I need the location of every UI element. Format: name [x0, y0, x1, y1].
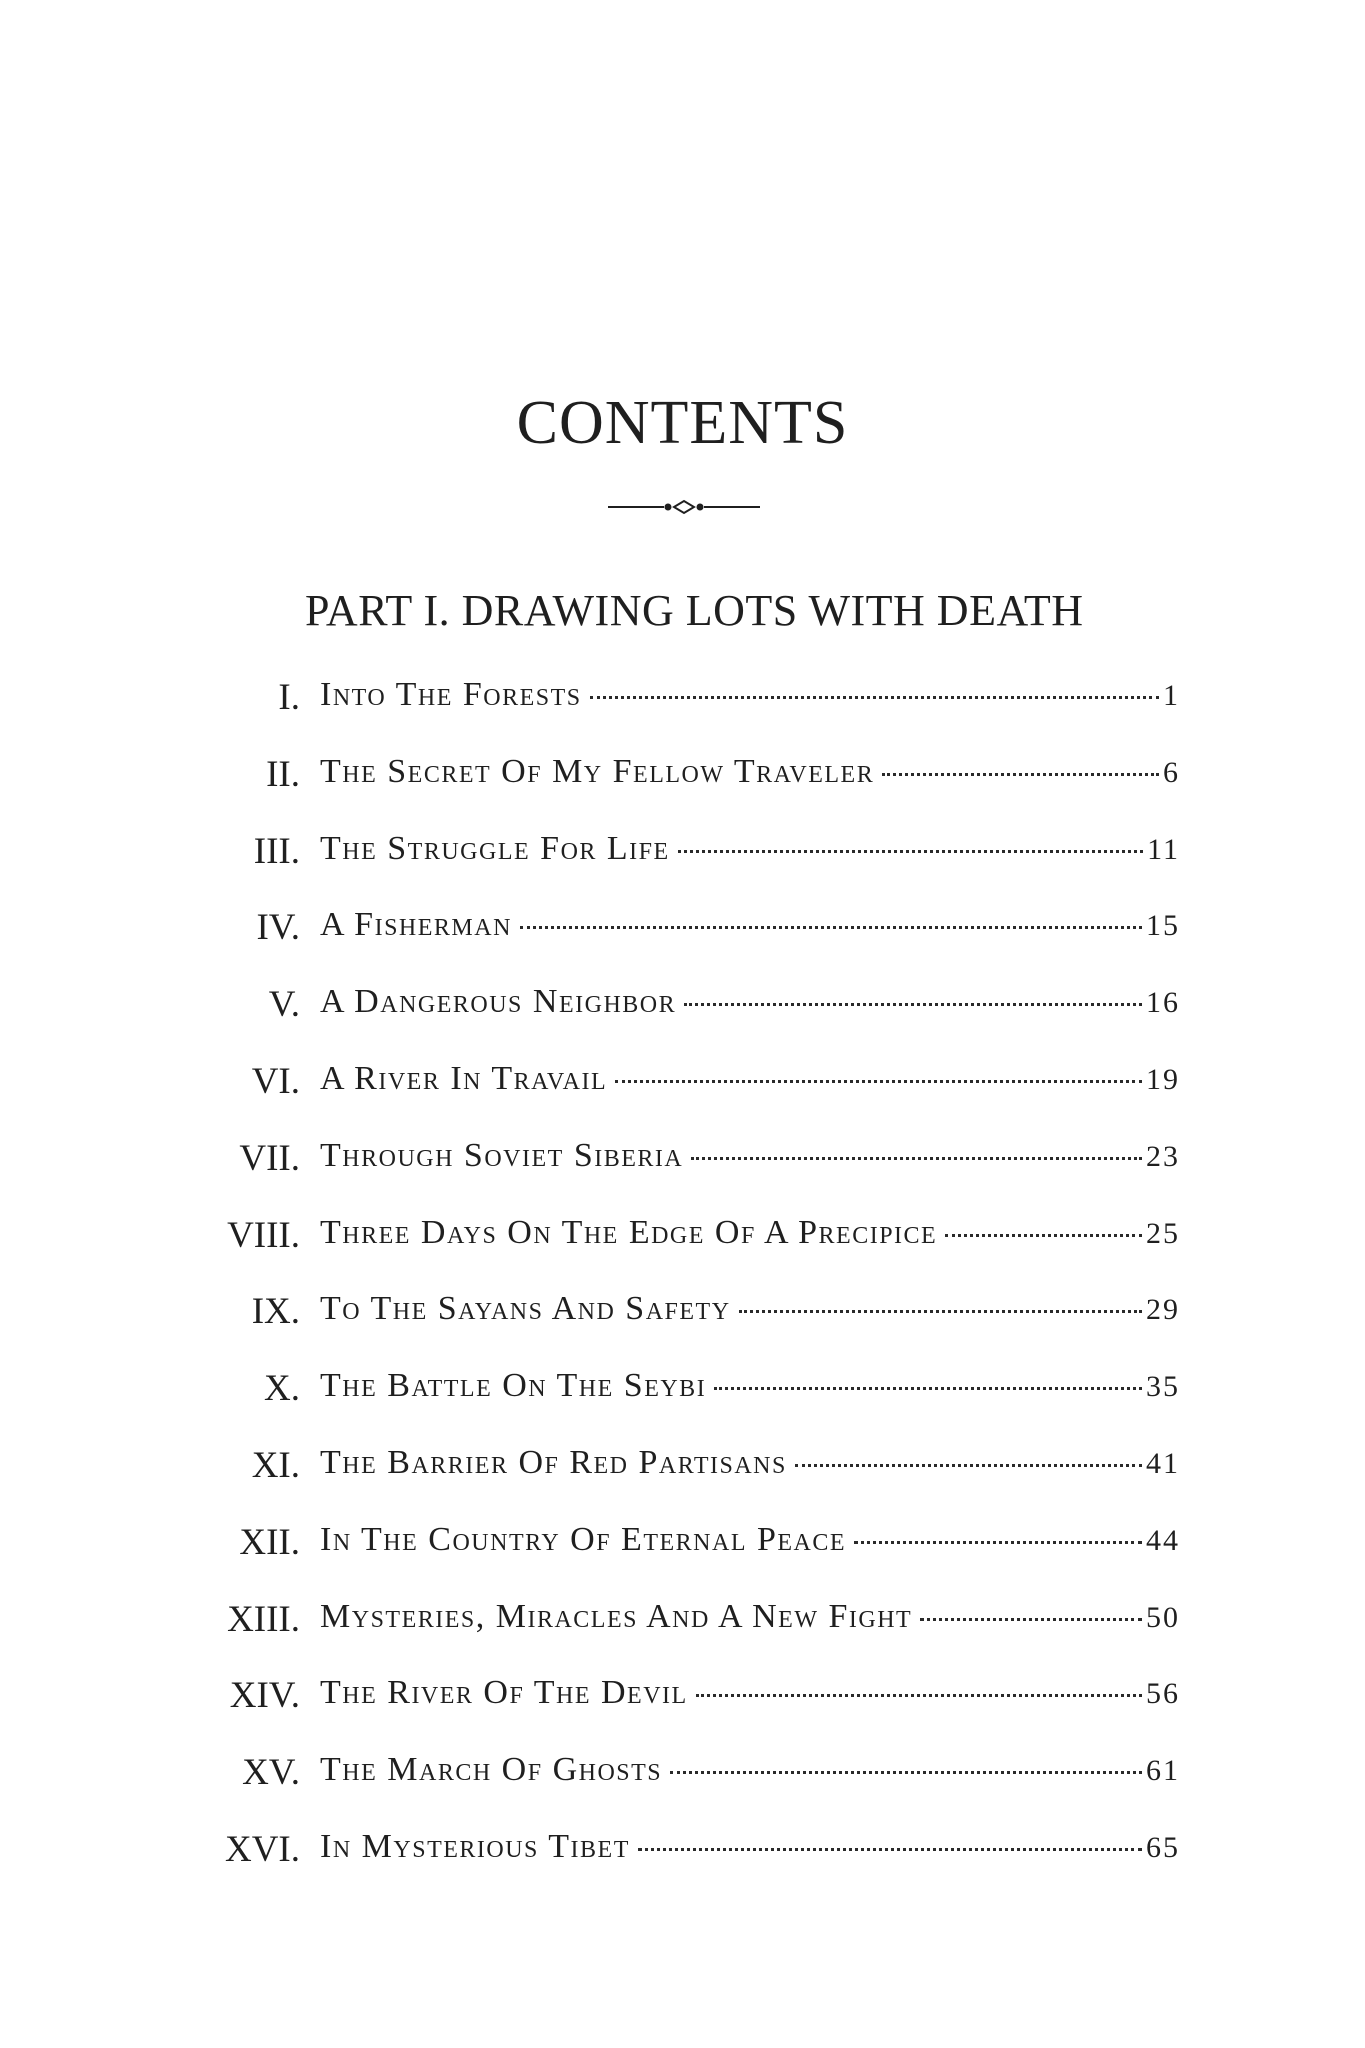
toc-entry[interactable]	[0, 1129, 1365, 1206]
page-number: 50	[1146, 1600, 1180, 1634]
toc-entry[interactable]	[0, 1820, 1365, 1897]
toc-entry[interactable]	[0, 1666, 1365, 1743]
dot-leader	[615, 1080, 1142, 1083]
dot-leader	[795, 1464, 1142, 1467]
page-number: 1	[1163, 679, 1180, 712]
page-number: 29	[1146, 1293, 1180, 1327]
toc-entry-line	[320, 676, 1180, 714]
chapter-title: To The Sayans And Safety	[320, 1290, 731, 1328]
toc-entry-line	[320, 1444, 1180, 1482]
toc-entry-line	[320, 753, 1180, 791]
page-number: 41	[1146, 1446, 1180, 1480]
chapter-title: The Secret Of My Fellow Traveler	[320, 752, 875, 790]
chapter-title: A Fisherman	[320, 906, 512, 944]
chapter-numeral: XIV.	[229, 1675, 300, 1717]
toc-entry[interactable]	[0, 1359, 1365, 1436]
dot-leader	[854, 1541, 1142, 1544]
toc-entry-line	[320, 1214, 1180, 1252]
page-number: 35	[1146, 1370, 1180, 1404]
chapter-numeral: X.	[264, 1368, 300, 1410]
toc-entry-line	[320, 1751, 1180, 1789]
toc-entry[interactable]	[0, 1436, 1365, 1513]
chapter-title: The Struggle For Life	[320, 829, 670, 867]
chapter-numeral: XVI.	[224, 1828, 300, 1870]
dot-leader	[739, 1310, 1142, 1313]
page-number: 19	[1146, 1062, 1180, 1096]
page-number: 6	[1163, 755, 1180, 789]
dot-leader	[520, 926, 1142, 929]
chapter-numeral: XV.	[242, 1752, 300, 1794]
chapter-numeral: III.	[253, 830, 300, 872]
dot-leader	[670, 1771, 1142, 1774]
toc-entry-line	[320, 1598, 1180, 1636]
toc-entry[interactable]	[0, 1282, 1365, 1359]
page-number: 15	[1146, 909, 1180, 943]
chapter-numeral: I.	[278, 677, 300, 718]
dot-leader	[696, 1694, 1142, 1697]
dot-leader	[638, 1848, 1142, 1851]
chapter-title: Into The Forests	[320, 676, 582, 713]
page-number: 61	[1146, 1754, 1180, 1788]
page-number: 23	[1146, 1139, 1180, 1173]
ornament-divider	[608, 495, 760, 519]
page-title: CONTENTS	[516, 389, 849, 457]
chapter-numeral: XII.	[239, 1521, 300, 1563]
toc-entry-line	[320, 1367, 1180, 1405]
page-number: 16	[1146, 986, 1180, 1020]
dot-leader	[920, 1618, 1142, 1621]
dot-leader	[678, 850, 1143, 853]
dot-leader	[714, 1387, 1142, 1390]
chapter-title: Three Days On The Edge Of A Precipice	[320, 1213, 938, 1251]
chapter-numeral: VIII.	[227, 1214, 300, 1256]
page-number: 65	[1146, 1830, 1180, 1864]
toc-entry[interactable]	[0, 1590, 1365, 1667]
toc-entry-line	[320, 1828, 1180, 1866]
chapter-title: In The Country Of Eternal Peace	[320, 1520, 847, 1558]
page-number: 25	[1146, 1216, 1180, 1250]
chapter-numeral: II.	[266, 753, 300, 795]
toc-entry[interactable]	[0, 898, 1365, 975]
toc-entry-line	[320, 1137, 1180, 1175]
chapter-title: A River In Travail	[320, 1059, 608, 1097]
dot-leader	[590, 696, 1159, 699]
chapter-numeral: XIII.	[227, 1598, 300, 1640]
chapter-numeral: VII.	[239, 1137, 300, 1179]
dot-leader	[945, 1234, 1142, 1237]
toc-entry[interactable]	[0, 822, 1365, 899]
chapter-numeral: XI.	[251, 1444, 300, 1486]
toc-entry[interactable]	[0, 1052, 1365, 1129]
toc-entry-line	[320, 1521, 1180, 1559]
chapter-title: The Battle On The Seybi	[320, 1367, 707, 1405]
chapter-numeral: IV.	[256, 907, 300, 949]
page-number: 44	[1146, 1523, 1180, 1557]
dot-leader	[684, 1003, 1142, 1006]
toc-entry-line	[320, 1290, 1180, 1328]
toc-entry[interactable]	[0, 745, 1365, 822]
table-of-contents	[0, 668, 1365, 1897]
chapter-title: The March Of Ghosts	[320, 1751, 663, 1789]
toc-entry[interactable]	[0, 1513, 1365, 1590]
toc-entry-line	[320, 1674, 1180, 1712]
toc-entry-line	[320, 1060, 1180, 1098]
dot-leader	[882, 773, 1159, 776]
chapter-title: Mysteries, Miracles And A New Fight	[320, 1597, 913, 1635]
toc-entry[interactable]	[0, 975, 1365, 1052]
chapter-title: A Dangerous Neighbor	[320, 983, 677, 1021]
toc-entry[interactable]	[0, 668, 1365, 745]
chapter-numeral: V.	[268, 984, 300, 1026]
toc-entry[interactable]	[0, 1743, 1365, 1820]
toc-entry-line	[320, 906, 1180, 944]
dot-leader	[691, 1157, 1142, 1160]
part-heading: PART I. DRAWING LOTS WITH DEATH	[305, 586, 1084, 635]
toc-entry-line	[320, 983, 1180, 1021]
chapter-numeral: IX.	[251, 1291, 300, 1333]
chapter-title: Through Soviet Siberia	[320, 1136, 684, 1174]
chapter-title: In Mysterious Tibet	[320, 1827, 630, 1865]
page-number: 56	[1146, 1677, 1180, 1711]
page-number: 11	[1147, 832, 1180, 866]
toc-entry[interactable]	[0, 1206, 1365, 1283]
toc-entry-line	[320, 830, 1180, 868]
chapter-title: The Barrier Of Red Partisans	[320, 1443, 787, 1481]
chapter-title: The River Of The Devil	[320, 1674, 688, 1712]
chapter-numeral: VI.	[251, 1060, 300, 1102]
